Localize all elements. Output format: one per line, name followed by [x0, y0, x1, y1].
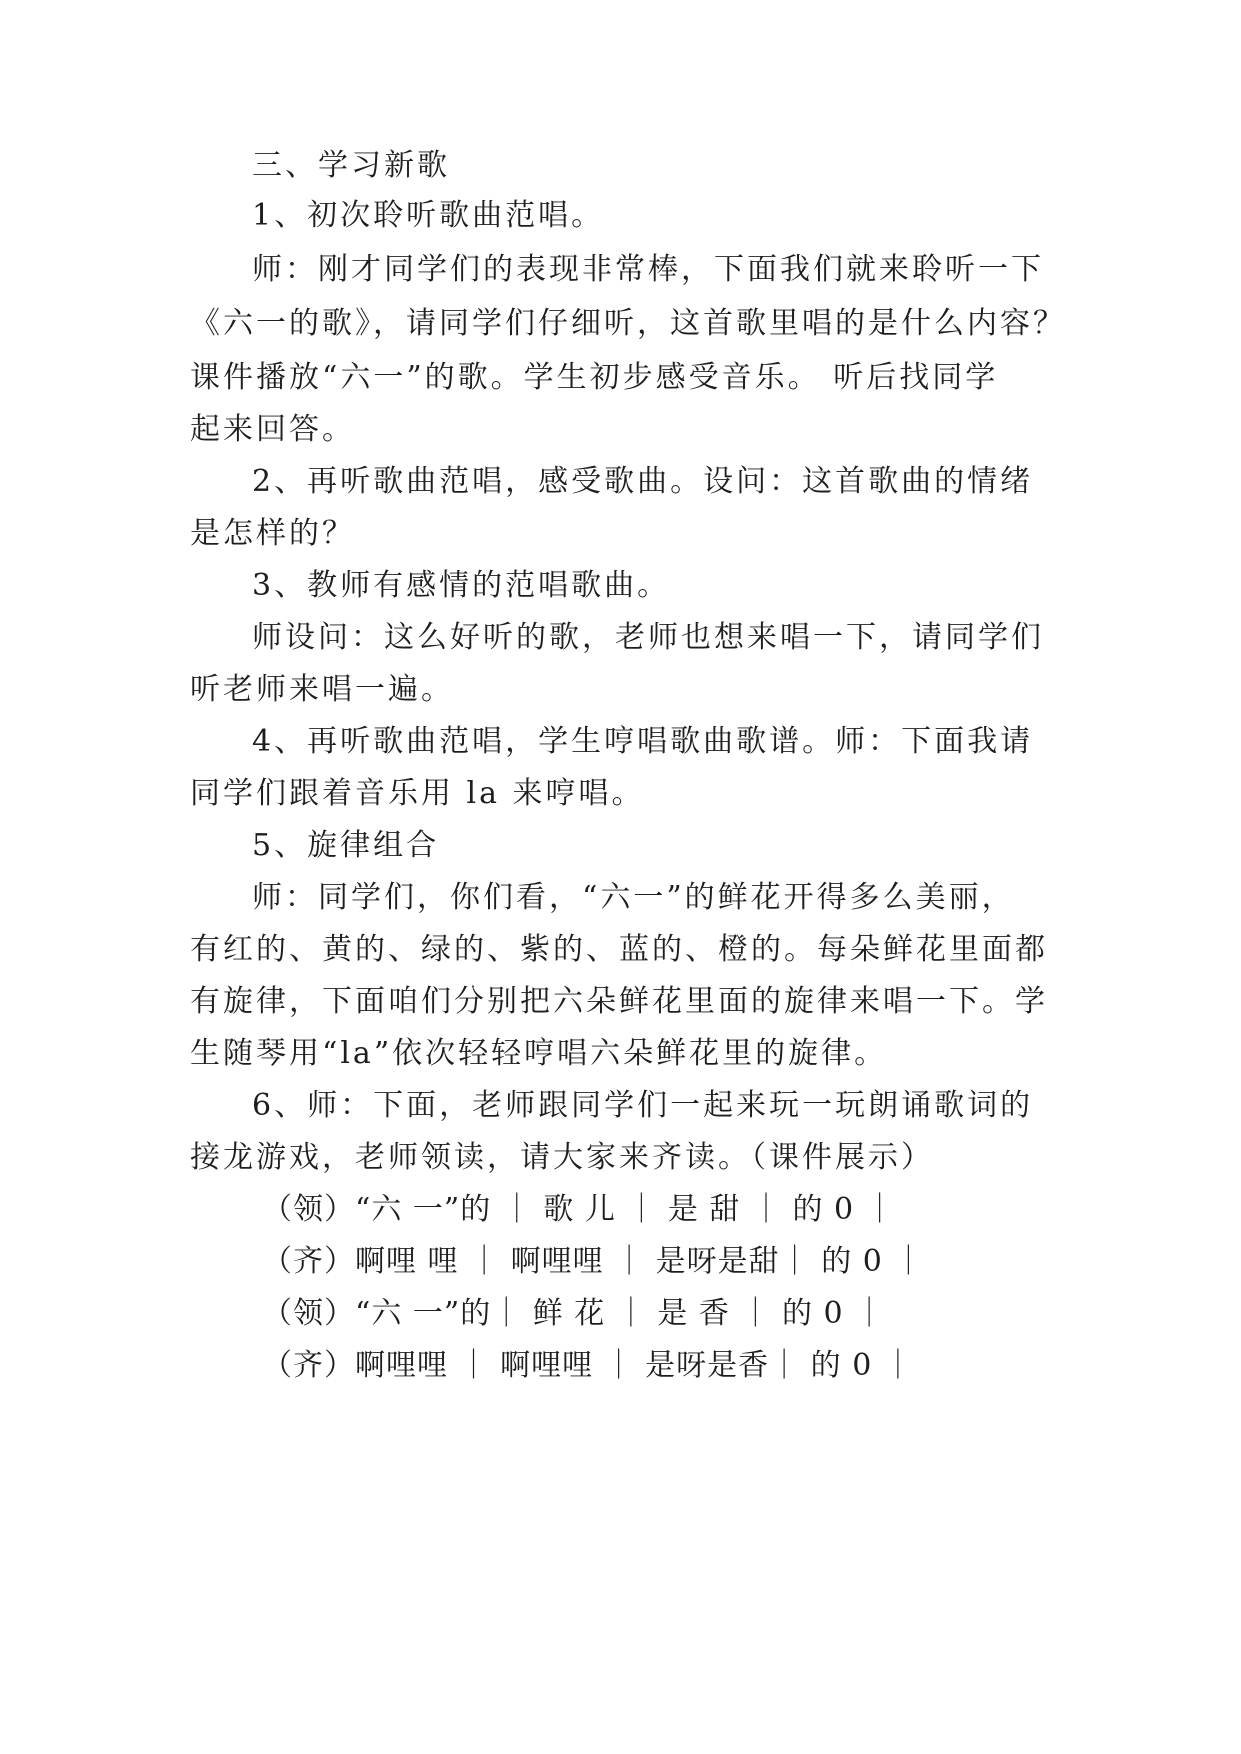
paragraph-1-line-1: 师：刚才同学们的表现非常棒，下面我们就来聆听一下	[252, 252, 1044, 287]
step-4-line-1: 4、再听歌曲范唱，学生哼唱歌曲歌谱。师：下面我请	[252, 724, 1034, 759]
paragraph-5-line-1: 师：同学们，你们看，“六一”的鲜花开得多么美丽，	[252, 880, 1015, 915]
paragraph-1-line-3: 课件播放“六一”的歌。学生初步感受音乐。 听后找同学	[190, 360, 999, 395]
chant-line-1: （领）“六 一”的 ｜ 歌 儿 ｜ 是 甜 ｜ 的 0 ｜	[262, 1192, 896, 1227]
chant-line-4: （齐）啊哩哩 ｜ 啊哩哩 ｜ 是呀是香｜ 的 0 ｜	[262, 1348, 914, 1383]
section-heading: 三、学习新歌	[252, 148, 450, 183]
paragraph-5-line-2: 有红的、黄的、绿的、紫的、蓝的、橙的。每朵鲜花里面都	[190, 932, 1048, 967]
step-2-line-2: 是怎样的？	[190, 516, 355, 551]
step-1-title: 1、初次聆听歌曲范唱。	[252, 198, 605, 233]
step-4-line-2: 同学们跟着音乐用 la 来哼唱。	[190, 776, 645, 811]
paragraph-3-line-2: 听老师来唱一遍。	[190, 672, 454, 707]
step-2-line-1: 2、再听歌曲范唱，感受歌曲。设问：这首歌曲的情绪	[252, 464, 1034, 499]
step-6-line-2: 接龙游戏，老师领读，请大家来齐读。（课件展示）	[190, 1140, 934, 1175]
step-3-title: 3、教师有感情的范唱歌曲。	[252, 568, 671, 603]
step-6-line-1: 6、师：下面，老师跟同学们一起来玩一玩朗诵歌词的	[252, 1088, 1034, 1123]
paragraph-1-line-4: 起来回答。	[190, 412, 355, 447]
paragraph-5-line-4: 生随琴用“la”依次轻轻哼唱六朵鲜花里的旋律。	[190, 1036, 888, 1071]
step-5-title: 5、旋律组合	[252, 828, 440, 863]
chant-line-3: （领）“六 一”的｜ 鲜 花 ｜ 是 香 ｜ 的 0 ｜	[262, 1296, 886, 1331]
paragraph-5-line-3: 有旋律，下面咱们分别把六朵鲜花里面的旋律来唱一下。学	[190, 984, 1048, 1019]
paragraph-1-line-2: 《六一的歌》，请同学们仔细听，这首歌里唱的是什么内容？	[190, 306, 1066, 341]
paragraph-3-line-1: 师设问：这么好听的歌，老师也想来唱一下，请同学们	[252, 620, 1044, 655]
chant-line-2: （齐）啊哩 哩 ｜ 啊哩哩 ｜ 是呀是甜｜ 的 0 ｜	[262, 1244, 925, 1279]
